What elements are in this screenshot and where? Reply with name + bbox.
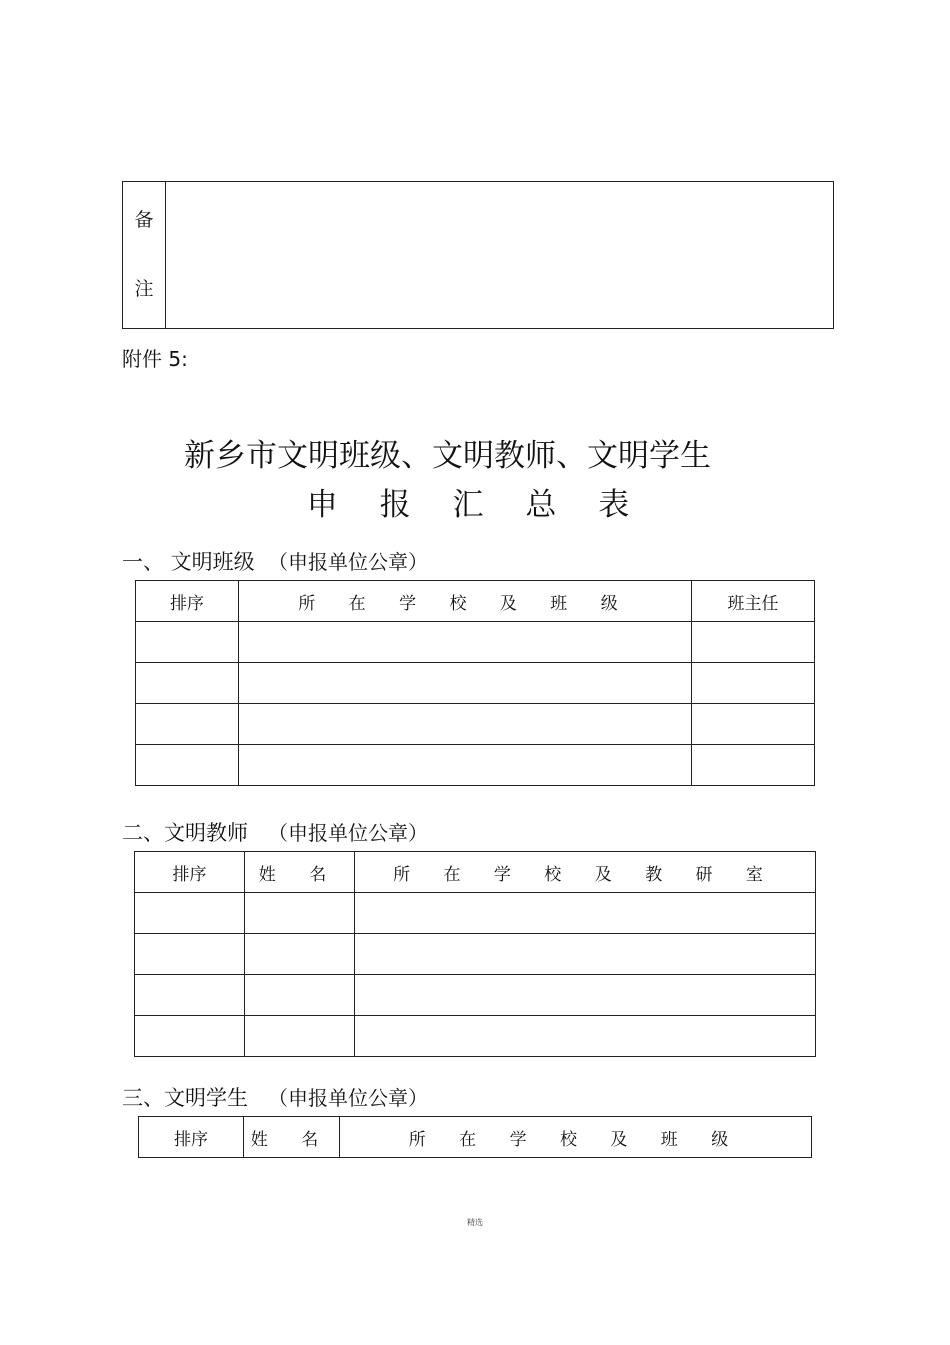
table-row: [135, 893, 816, 934]
cell-order[interactable]: [135, 1016, 245, 1057]
header-order: 排序: [136, 581, 239, 622]
cell-school-office[interactable]: [355, 975, 816, 1016]
cell-name[interactable]: [245, 975, 355, 1016]
header-school-office: 所 在 学 校 及 教 研 室: [355, 852, 816, 893]
cell-head-teacher[interactable]: [692, 704, 815, 745]
cell-school-class[interactable]: [239, 663, 692, 704]
section1-title: 一、 文明班级: [122, 550, 255, 574]
remarks-row: [123, 182, 834, 329]
civilized-teacher-table: [134, 851, 816, 1057]
section3-heading: [122, 1082, 428, 1112]
section1-heading: [122, 546, 428, 576]
cell-order[interactable]: [136, 622, 239, 663]
section3-title: 三、文明学生: [122, 1086, 248, 1110]
section2-title: 二、文明教师: [122, 821, 248, 845]
header-order: 排序: [135, 852, 245, 893]
header-head-teacher: 班主任: [692, 581, 815, 622]
remarks-label-cell: [123, 182, 166, 329]
header-school-class: 所 在 学 校 及 班 级: [239, 581, 692, 622]
cell-school-class[interactable]: [239, 704, 692, 745]
header-order: 排序: [139, 1117, 244, 1158]
page-subtitle: 申 报 汇 总 表: [306, 487, 646, 523]
table-row: [135, 975, 816, 1016]
cell-name[interactable]: [245, 934, 355, 975]
cell-order[interactable]: [135, 975, 245, 1016]
cell-order[interactable]: [136, 704, 239, 745]
table-row: [136, 663, 815, 704]
section2-heading: [122, 817, 428, 847]
cell-order[interactable]: [135, 934, 245, 975]
cell-order[interactable]: [135, 893, 245, 934]
cell-order[interactable]: [136, 745, 239, 786]
cell-school-office[interactable]: [355, 1016, 816, 1057]
table-row: [135, 934, 816, 975]
header-school-class: 所 在 学 校 及 班 级: [340, 1117, 812, 1158]
cell-order[interactable]: [136, 663, 239, 704]
cell-head-teacher[interactable]: [692, 745, 815, 786]
header-name: 姓 名: [245, 852, 355, 893]
remarks-label-top: 备: [134, 209, 154, 231]
civilized-class-table: [135, 580, 815, 786]
cell-school-class[interactable]: [239, 745, 692, 786]
table-row: [136, 745, 815, 786]
cell-school-office[interactable]: [355, 893, 816, 934]
table-row: [136, 704, 815, 745]
cell-school-class[interactable]: [239, 622, 692, 663]
civilized-student-table: [138, 1116, 812, 1158]
attachment-label: 附件 5:: [122, 347, 188, 371]
cell-name[interactable]: [245, 893, 355, 934]
cell-head-teacher[interactable]: [692, 622, 815, 663]
table-header-row: [139, 1117, 812, 1158]
remarks-table: [122, 181, 834, 329]
section3-seal-note: （申报单位公章）: [268, 1086, 429, 1110]
remarks-content-cell[interactable]: [166, 182, 834, 329]
section1-seal-note: （申报单位公章）: [268, 550, 429, 574]
cell-name[interactable]: [245, 1016, 355, 1057]
remarks-label-bottom: 注: [134, 278, 154, 300]
page-title: 新乡市文明班级、文明教师、文明学生: [184, 438, 711, 474]
table-header-row: [136, 581, 815, 622]
header-name: 姓 名: [244, 1117, 340, 1158]
table-row: [135, 1016, 816, 1057]
cell-school-office[interactable]: [355, 934, 816, 975]
page-footer: 精选: [467, 1218, 483, 1227]
table-row: [136, 622, 815, 663]
cell-head-teacher[interactable]: [692, 663, 815, 704]
table-header-row: [135, 852, 816, 893]
section2-seal-note: （申报单位公章）: [268, 821, 429, 845]
